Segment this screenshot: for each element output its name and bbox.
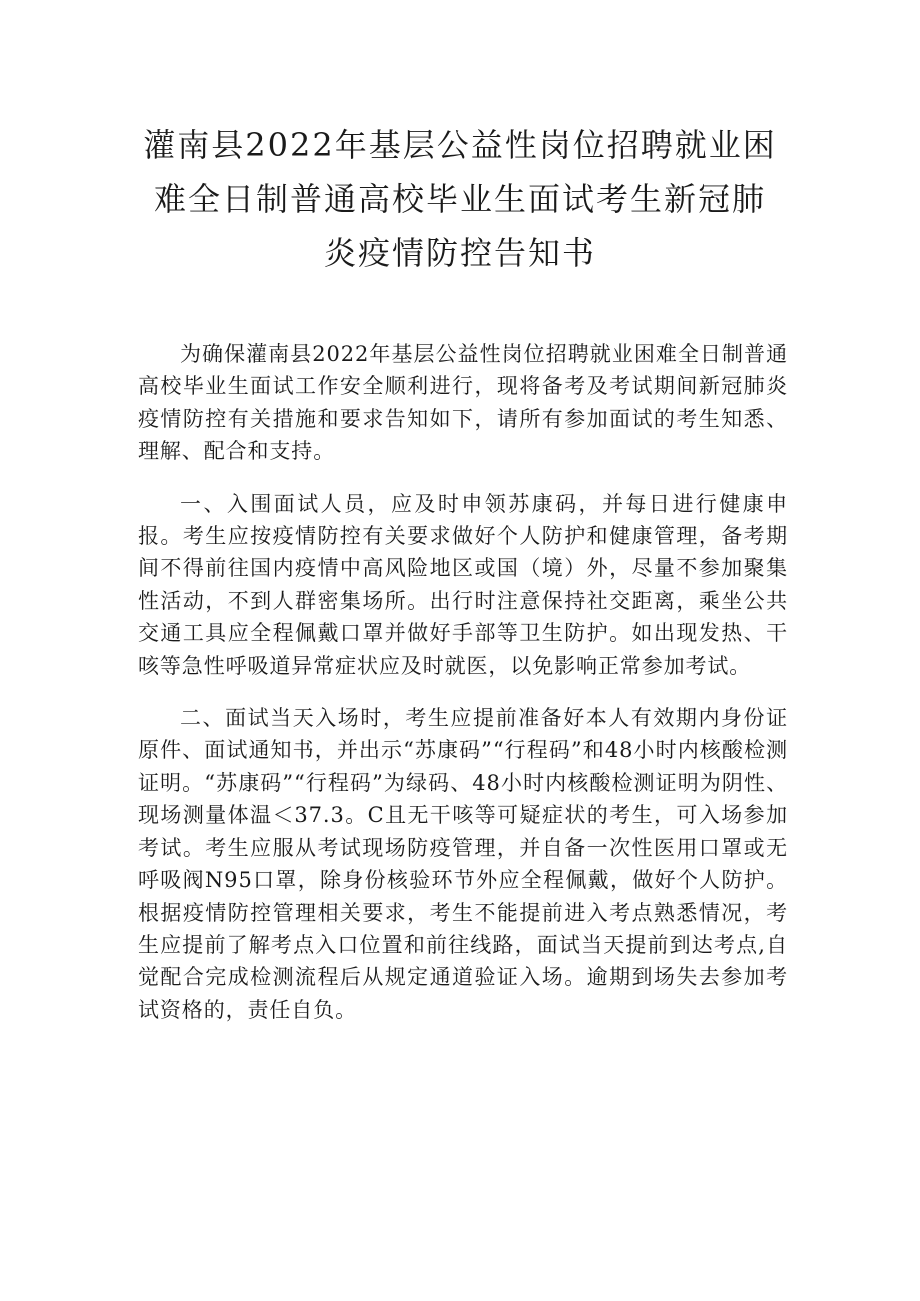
title-line-1: 灌南县2022年基层公益性岗位招聘就业困 <box>143 126 777 164</box>
section-2-paragraph: 二、面试当天入场时，考生应提前准备好本人有效期内身份证原件、面试通知书，并出示“苏康码”“行程码”和48小时内核酸检测证明。“苏康码”“行程码”为绿码、48小时内核酸检测证明为阴性、现场测量体温＜37.3。C且无干咳等可疑症状的考生，可入场参加考试。考生应服从考试现场防疫管理，并自备一次性医用口罩或无呼吸阀N95口罩，除身份核验环节外应全程佩戴，做好个人防护。根据疫情防控管理相关要求，考生不能提前进入考点熟悉情况，考生应提前了解考点入口位置和前往线路，面试当天提前到达考点,自觉配合完成检测流程后从规定通道验证入场。逾期到场失去参加考试资格的，责任自负。 <box>138 706 788 1022</box>
intro-paragraph: 为确保灌南县2022年基层公益性岗位招聘就业困难全日制普通高校毕业生面试工作安全顺利进行，现将备考及考试期间新冠肺炎疫情防控有关措施和要求告知如下，请所有参加面试的考生知悉、理解、配合和支持。 <box>138 342 788 464</box>
title-line-3: 炎疫情防控告知书 <box>323 234 596 272</box>
document-title <box>140 118 780 280</box>
title-line-2: 难全日制普通高校毕业生面试考生新冠肺 <box>153 180 766 218</box>
document-body <box>138 338 788 1046</box>
section-1-paragraph: 一、入围面试人员，应及时申领苏康码，并每日进行健康申报。考生应按疫情防控有关要求做好个人防护和健康管理，备考期间不得前往国内疫情中高风险地区或国（境）外，尽量不参加聚集性活动，不到人群密集场所。出行时注意保持社交距离，乘坐公共交通工具应全程佩戴口罩并做好手部等卫生防护。如出现发热、干咳等急性呼吸道异常症状应及时就医，以免影响正常参加考试。 <box>138 491 788 678</box>
